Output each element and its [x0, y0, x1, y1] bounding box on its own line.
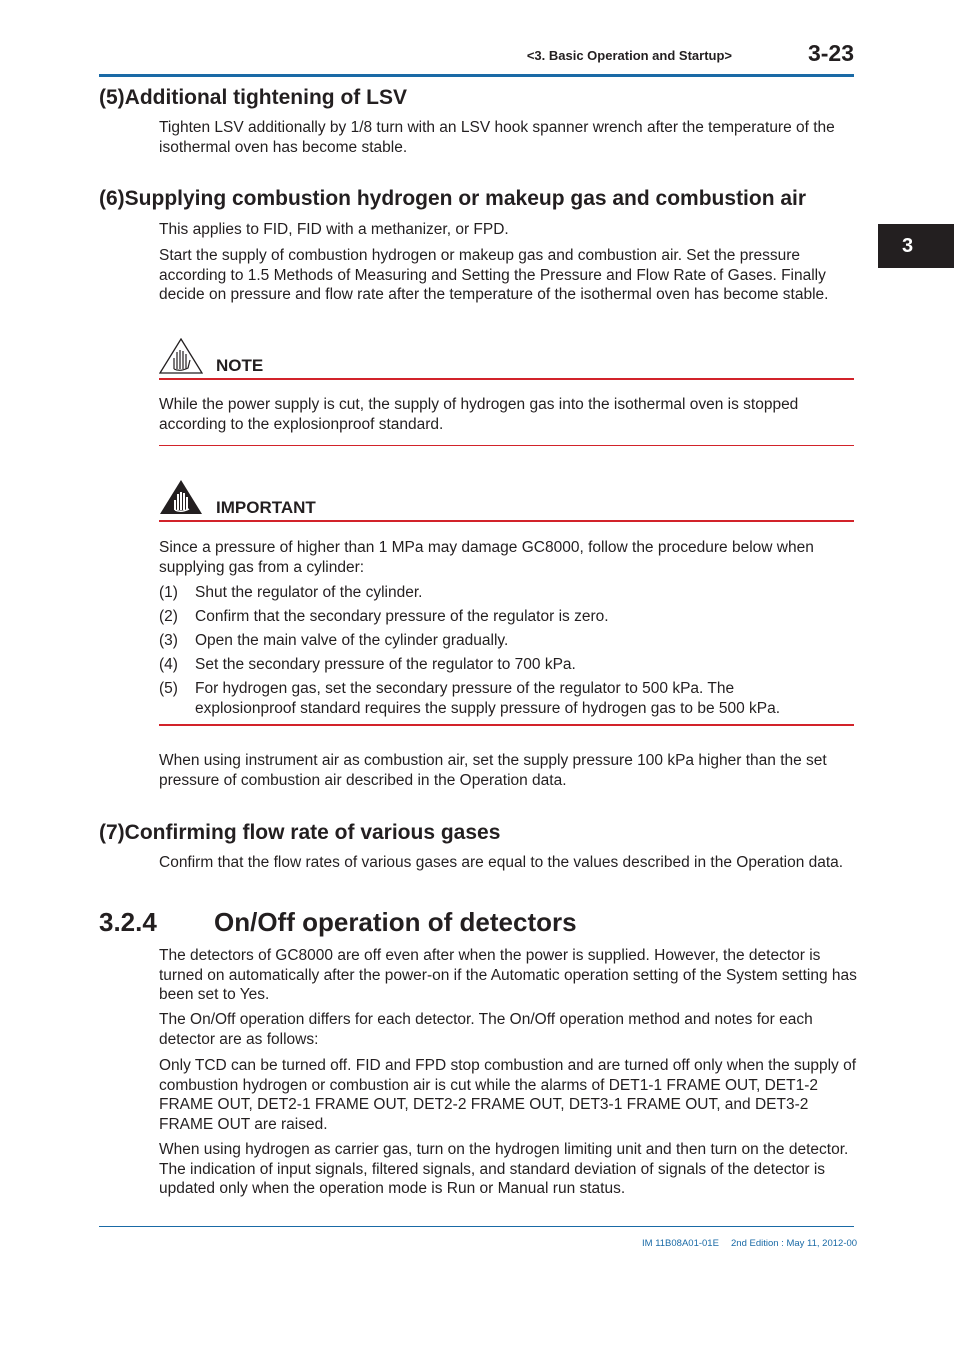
list-item-number: (2) [159, 608, 178, 625]
page-number: 3-23 [807, 40, 854, 66]
chapter-tab [878, 224, 954, 268]
important-title: IMPORTANT [216, 498, 316, 517]
note-body: While the power supply is cut, the supply of hydrogen gas into the isothermal oven is stopped according to the explosionproof standard. [159, 396, 799, 433]
section-6-body: Start the supply of combustion hydrogen or makeup gas and combustion air. Set the pressure according to 1.5 Methods of Measuring and Setting the Pressure and Flow Rate of Gases. Finally decide on pressure and flow rate after the temperature of the isothermal oven has become stable. [159, 247, 829, 304]
section-6-applies: This applies to FID, FID with a methanizer, or FPD. [159, 221, 509, 238]
section-324-number: 3.2.4 [99, 907, 157, 937]
section-324-title: On/Off operation of detectors [214, 907, 577, 937]
section-324-p3: Only TCD can be turned off. FID and FPD stop combustion and are turned off only when the supply of combustion hydrogen or combustion air is cut while the alarms of DET1-1 FRAME OUT, DET1-2 FRAME OUT, DET2-1 FRAME OUT, DET2-2 FRAME OUT, DET3-1 FRAME OUT, and DET3-2 FRAME OUT are raised. [159, 1057, 857, 1133]
section-324-p1: The detectors of GC8000 are off even after when the power is supplied. However, the detector is turned on automatically after the power-on if the Automatic operation setting of the System setting has been set to Yes. [159, 947, 857, 1004]
chapter-tab-label: 3 [902, 235, 914, 257]
hand-note-icon [159, 338, 203, 374]
list-item-number: (5) [159, 680, 178, 697]
section-5-heading: (5)Additional tightening of LSV [99, 86, 407, 109]
footer-edition: 2nd Edition : May 11, 2012-00 [731, 1238, 858, 1249]
section-6-heading: (6)Supplying combustion hydrogen or makeup gas and combustion air [99, 187, 807, 210]
important-bottom-rule [159, 724, 854, 726]
list-item-text: For hydrogen gas, set the secondary pressure of the regulator to 500 kPa. The explosionproof standard requires the supply pressure of hydrogen gas to be 500 kPa. [195, 680, 781, 717]
section-324-heading [99, 907, 577, 938]
list-item-text: Open the main valve of the cylinder gradually. [195, 632, 509, 649]
list-item-text: Set the secondary pressure of the regulator to 700 kPa. [195, 656, 576, 673]
list-item-number: (3) [159, 632, 178, 649]
section-6-after-text: When using instrument air as combustion air, set the supply pressure 100 kPa higher than the set pressure of combustion air described in the Operation data. [159, 752, 827, 789]
footer-rule [99, 1226, 854, 1227]
section-324-p2: The On/Off operation differs for each detector. The On/Off operation method and notes for each detector are as follows: [159, 1011, 813, 1048]
note-top-rule [159, 378, 854, 380]
list-item-text: Shut the regulator of the cylinder. [195, 584, 423, 601]
list-item-number: (4) [159, 656, 178, 673]
note-title: NOTE [216, 356, 264, 375]
list-item-text: Confirm that the secondary pressure of the regulator is zero. [195, 608, 609, 625]
hand-important-icon [159, 479, 203, 515]
footer-doc-id: IM 11B08A01-01E [642, 1238, 719, 1249]
important-intro: Since a pressure of higher than 1 MPa may damage GC8000, follow the procedure below when supplying gas from a cylinder: [159, 539, 814, 576]
section-5-body: Tighten LSV additionally by 1/8 turn with an LSV hook spanner wrench after the temperature of the isothermal oven has become stable. [159, 119, 835, 156]
section-324-p4: When using hydrogen as carrier gas, turn on the hydrogen limiting unit and then turn on the detector. The indication of input signals, filtered signals, and standard deviation of signals of the detector is updated only when the operation mode is Run or Manual run status. [159, 1141, 849, 1198]
list-item-number: (1) [159, 584, 178, 601]
section-7-heading: (7)Confirming flow rate of various gases [99, 821, 501, 844]
header-rule [99, 74, 854, 77]
note-bottom-rule [159, 445, 854, 446]
important-top-rule [159, 520, 854, 522]
running-header-chapter: <3. Basic Operation and Startup> [526, 48, 732, 63]
section-7-body: Confirm that the flow rates of various gases are equal to the values described in the Operation data. [159, 854, 844, 871]
